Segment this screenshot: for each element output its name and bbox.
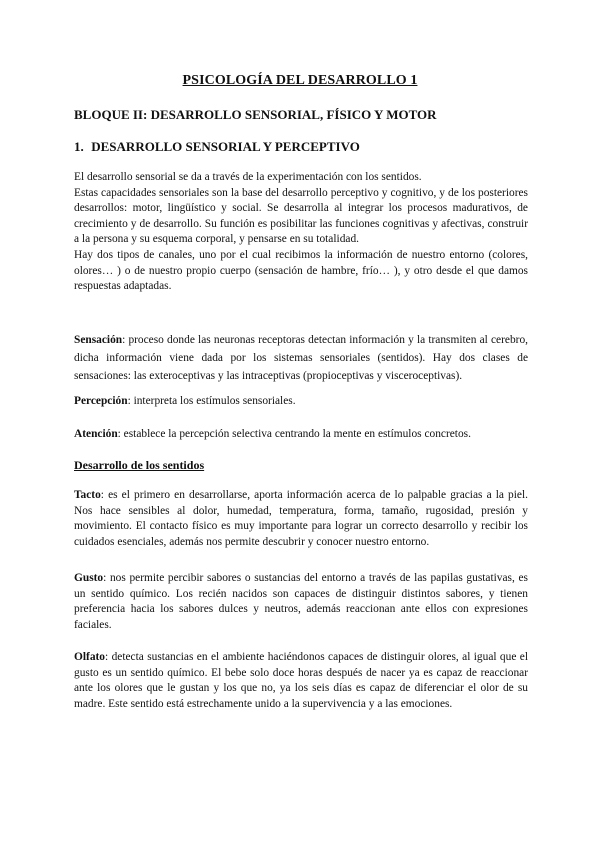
definition-atencion xyxy=(74,427,528,443)
definition-percepcion xyxy=(74,394,528,410)
block-title: BLOQUE II: DESARROLLO SENSORIAL, FÍSICO Y MOTOR xyxy=(74,107,437,122)
intro-text xyxy=(74,170,528,295)
intro-paragraph-2: Estas capacidades sensoriales son la base del desarrollo perceptivo y cognitivo, y de los posteriores desarrollos: motor, lingüístico y social. Se desarrolla al integrar los procesos madurativos, de crecimiento y de desarrollo. Su función es posibilitar las funciones cognitivas y afectivas, construir a la persona y su esquema corporal, y pensarse en su totalidad. xyxy=(74,186,528,246)
definition-sensacion xyxy=(74,331,528,385)
term-tacto: Tacto xyxy=(74,489,101,501)
senses-heading xyxy=(74,458,528,474)
sense-gusto xyxy=(74,571,528,633)
term-atencion: Atención xyxy=(74,428,118,440)
sense-tacto-text: : es el primero en desarrollarse, aporta información acerca de lo palpable gracias a la piel. Nos hace sensibles al dolor, humedad, temperatura, forma, tamaño, rugosidad, presión y movimiento. El contacto físico es muy importante para lograr un correcto desarrollo y recibir los cuidados esenciales, además nos permite descubrir y conocer nuestro entorno. xyxy=(74,489,528,548)
intro-paragraph-3: Hay dos tipos de canales, uno por el cual recibimos la información de nuestro entorno (colores, olores… ) o de nuestro propio cuerpo (sensación de hambre, frío… ), y otro desde el que damos respuestas adaptadas. xyxy=(74,248,528,293)
term-gusto: Gusto xyxy=(74,572,104,584)
term-sensacion: Sensación xyxy=(74,334,123,346)
sense-tacto xyxy=(74,488,528,550)
section-heading xyxy=(74,139,360,155)
intro-paragraph-1: El desarrollo sensorial se da a través de la experimentación con los sentidos. xyxy=(74,171,422,183)
definition-atencion-text: : establece la percepción selectiva centrando la mente en estímulos concretos. xyxy=(117,428,471,440)
section-title: DESARROLLO SENSORIAL Y PERCEPTIVO xyxy=(91,139,360,154)
term-olfato: Olfato xyxy=(74,651,106,663)
sense-olfato-text: : detecta sustancias en el ambiente haciéndonos capaces de distinguir olores, al igual que el gusto es un sentido químico. El bebe solo doce horas después de nacer ya es capaz de reaccionar ante los olores que le gustan y los que no, ya los seis días es capaz de diferenciar el olor de su madre. Este sentido está estrechamente unido a la supervivencia y a las emociones. xyxy=(74,651,528,710)
term-percepcion: Percepción xyxy=(74,395,128,407)
sense-gusto-text: : nos permite percibir sabores o sustancias del entorno a través de las papilas gustativas, es un sentido químico. Los recién nacidos son capaces de distinguir distintos sabores, y tienen preferencia hacia los sabores dulces y neutros, además reaccionan ante ellos con expresiones faciales. xyxy=(74,572,528,631)
definition-percepcion-text: : interpreta los estímulos sensoriales. xyxy=(127,395,296,407)
section-number: 1. xyxy=(74,139,84,154)
document-title: PSICOLOGÍA DEL DESARROLLO 1 xyxy=(182,73,418,88)
definition-sensacion-text: : proceso donde las neuronas receptoras detectan información y la transmiten al cerebro, dicha información viene dada por los sistemas sensoriales (sentidos). Hay dos clases de sensaciones: las exteroceptivas y las intraceptivas (propioceptivas y visceroceptivas). xyxy=(74,334,528,382)
sense-olfato xyxy=(74,650,528,712)
senses-heading-text: Desarrollo de los sentidos xyxy=(74,458,205,472)
